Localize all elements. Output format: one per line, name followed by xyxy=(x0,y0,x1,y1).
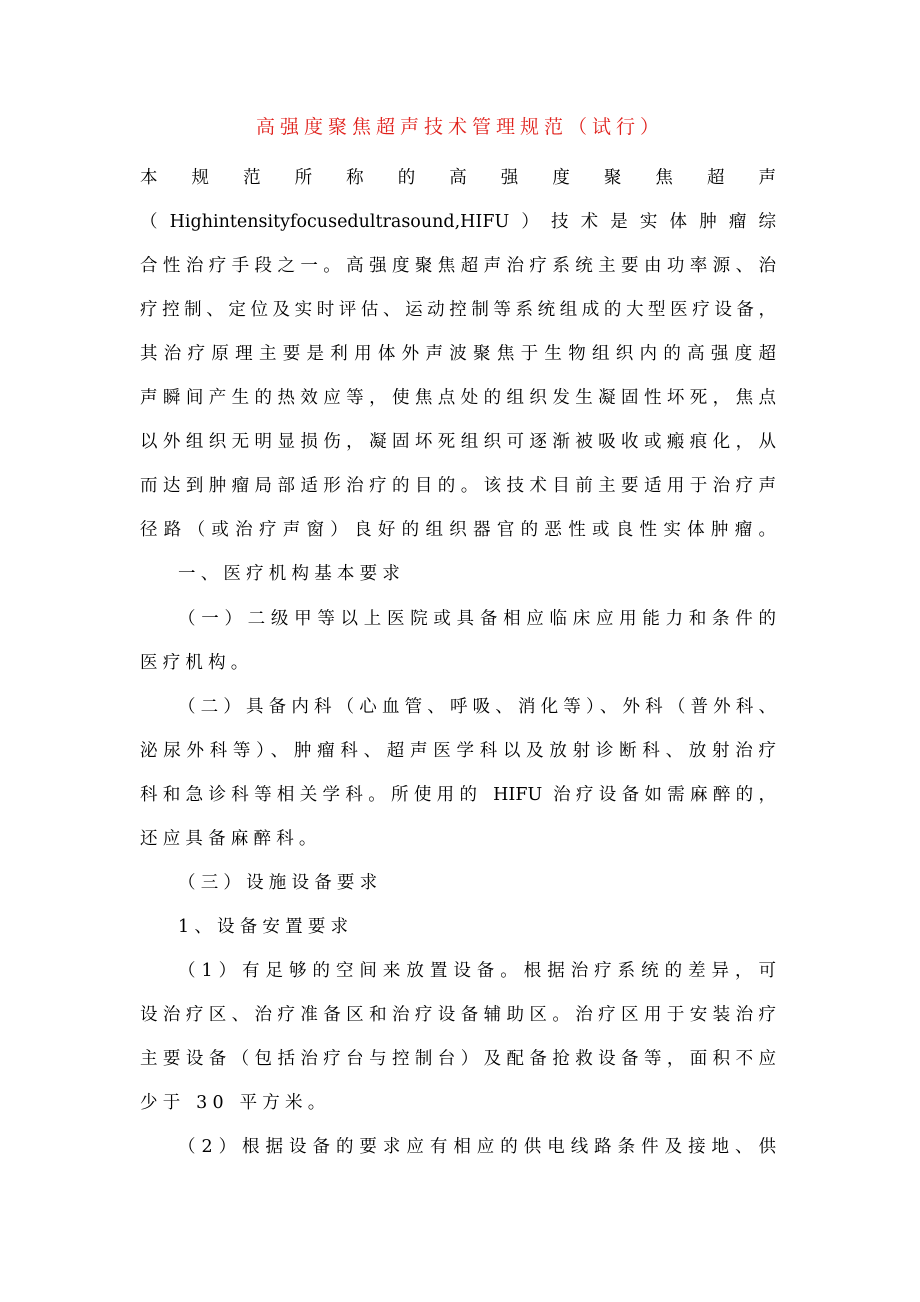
item-line: 科和急诊科等相关学科。所使用的 HIFU 治疗设备如需麻醉的， xyxy=(140,785,776,805)
intro-line: 声瞬间产生的热效应等，使焦点处的组织发生凝固性坏死，焦点 xyxy=(140,388,776,408)
subsection-heading: 1、设备安置要求 xyxy=(178,917,354,937)
item-line: 医疗机构。 xyxy=(140,653,254,673)
intro-line: 其治疗原理主要是利用体外声波聚焦于生物组织内的高强度超 xyxy=(140,344,776,364)
item-line: （一）二级甲等以上医院或具备相应临床应用能力和条件的 xyxy=(178,609,776,629)
intro-line: 合性治疗手段之一。高强度聚焦超声治疗系统主要由功率源、治 xyxy=(140,256,776,276)
section-heading: 一、医疗机构基本要求 xyxy=(178,564,405,584)
point-line: 设治疗区、治疗准备区和治疗设备辅助区。治疗区用于安装治疗 xyxy=(140,1005,776,1025)
point-line: 主要设备（包括治疗台与控制台）及配备抢救设备等，面积不应 xyxy=(140,1049,776,1069)
point-line: 少于 30 平方米。 xyxy=(140,1093,331,1113)
point-line: （1）有足够的空间来放置设备。根据治疗系统的差异，可 xyxy=(178,961,776,981)
point-line: （2）根据设备的要求应有相应的供电线路条件及接地、供 xyxy=(178,1137,776,1157)
document-title: 高强度聚焦超声技术管理规范（试行） xyxy=(255,116,664,138)
intro-line: 而达到肿瘤局部适形治疗的目的。该技术目前主要适用于治疗声 xyxy=(140,476,776,496)
intro-line: 本 规 范 所 称 的 高 强 度 聚 焦 超 声 xyxy=(140,168,776,188)
intro-line: 以外组织无明显损伤，凝固坏死组织可逐渐被吸收或瘢痕化，从 xyxy=(140,432,776,452)
item-line: 还应具备麻醉科。 xyxy=(140,829,322,849)
item-line: 泌尿外科等）、肿瘤科、超声医学科以及放射诊断科、放射治疗 xyxy=(140,741,776,761)
intro-line: 疗控制、定位及实时评估、运动控制等系统组成的大型医疗设备， xyxy=(140,300,776,320)
intro-line: 径路（或治疗声窗）良好的组织器官的恶性或良性实体肿瘤。 xyxy=(140,520,776,540)
item-line: （二）具备内科（心血管、呼吸、消化等）、外科（普外科、 xyxy=(178,697,776,717)
subsection-heading: （三）设施设备要求 xyxy=(178,873,383,893)
intro-line: （Highintensityfocusedultrasound,HIFU）技术是实体肿瘤综 xyxy=(140,212,776,232)
